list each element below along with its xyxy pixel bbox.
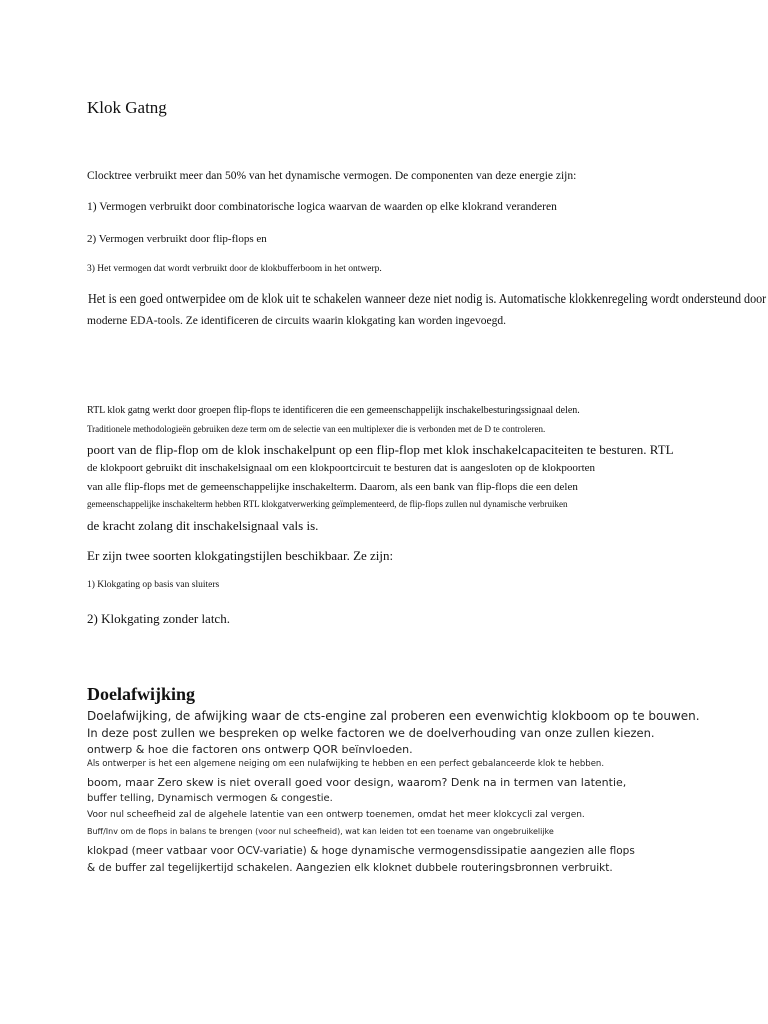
paragraph-line: buffer telling, Dynamisch vermogen & congestie. [87, 793, 333, 804]
paragraph-line: Doelafwijking, de afwijking waar de cts-engine zal proberen een evenwichtig klokboom op te bouwen. [87, 709, 700, 723]
paragraph-line: ontwerp & hoe die factoren ons ontwerp QOR beïnvloeden. [87, 743, 413, 756]
list-item: 3) Het vermogen dat wordt verbruikt door de klokbufferboom in het ontwerp. [87, 264, 382, 274]
paragraph-line: de klokpoort gebruikt dit inschakelsignaal om een klokpoortcircuit te besturen dat is aangesloten op de klokpoorten [87, 462, 596, 474]
list-item: 2) Klokgating zonder latch. [87, 611, 230, 626]
list-item: 1) Vermogen verbruikt door combinatorische logica waarvan de waarden op elke klokrand veranderen [87, 201, 557, 213]
paragraph-line: gemeenschappelijke inschakelterm hebben RTL klokgatverwerking geïmplementeerd, de flip-flops zullen nul dynamische verbruiken [87, 499, 568, 509]
paragraph-line: boom, maar Zero skew is niet overall goed voor design, waarom? Denk na in termen van latentie, [87, 776, 627, 789]
list-item: 2) Vermogen verbruikt door flip-flops en [87, 233, 267, 245]
section-heading: Doelafwijking [87, 684, 195, 704]
paragraph-line: Voor nul scheefheid zal de algehele latentie van een ontwerp toenemen, omdat het meer klokcycli zal vergen. [87, 810, 585, 820]
paragraph-line: Als ontwerper is het een algemene neiging om een nulafwijking te hebben en een perfect gebalanceerde klok te hebben. [87, 759, 605, 769]
paragraph-line: & de buffer zal tegelijkertijd schakelen. Aangezien elk kloknet dubbele routeringsbronnen verbruikt. [87, 862, 613, 874]
paragraph-line: Traditionele methodologieën gebruiken deze term om de selectie van een multiplexer die is verbonden met de D te controleren. [87, 424, 546, 434]
intro-line: Clocktree verbruikt meer dan 50% van het dynamische vermogen. De componenten van deze energie zijn: [87, 170, 577, 182]
paragraph-line: de kracht zolang dit inschakelsignaal vals is. [87, 518, 319, 533]
paragraph-line: poort van de flip-flop om de klok inschakelpunt op een flip-flop met klok inschakelcapaciteiten te besturen. RTL [87, 442, 674, 457]
paragraph-line: RTL klok gatng werkt door groepen flip-flops te identificeren die een gemeenschappelijk inschakelbesturingssignaal delen. [87, 405, 580, 416]
paragraph-line: Buff/Inv om de flops in balans te brengen (voor nul scheefheid), wat kan leiden tot een toename van ongebruikelijke [87, 827, 554, 836]
paragraph-line: Het is een goed ontwerpidee om de klok uit te schakelen wanneer deze niet nodig is. Automatische klokkenregeling wordt ondersteund door [88, 292, 767, 307]
page-title: Klok Gatng [87, 98, 167, 117]
paragraph-line: In deze post zullen we bespreken op welke factoren we de doelverhouding van onze zullen kiezen. [87, 726, 655, 740]
paragraph-line: van alle flip-flops met de gemeenschappelijke inschakelterm. Daarom, als een bank van flip-flops die een delen [87, 481, 578, 493]
paragraph-line: klokpad (meer vatbaar voor OCV-variatie) & hoge dynamische vermogensdissipatie aangezien alle flops [87, 845, 635, 857]
paragraph-line: moderne EDA-tools. Ze identificeren de circuits waarin klokgating kan worden ingevoegd. [87, 315, 506, 327]
paragraph-line: Er zijn twee soorten klokgatingstijlen beschikbaar. Ze zijn: [87, 548, 394, 563]
list-item: 1) Klokgating op basis van sluiters [87, 580, 220, 590]
